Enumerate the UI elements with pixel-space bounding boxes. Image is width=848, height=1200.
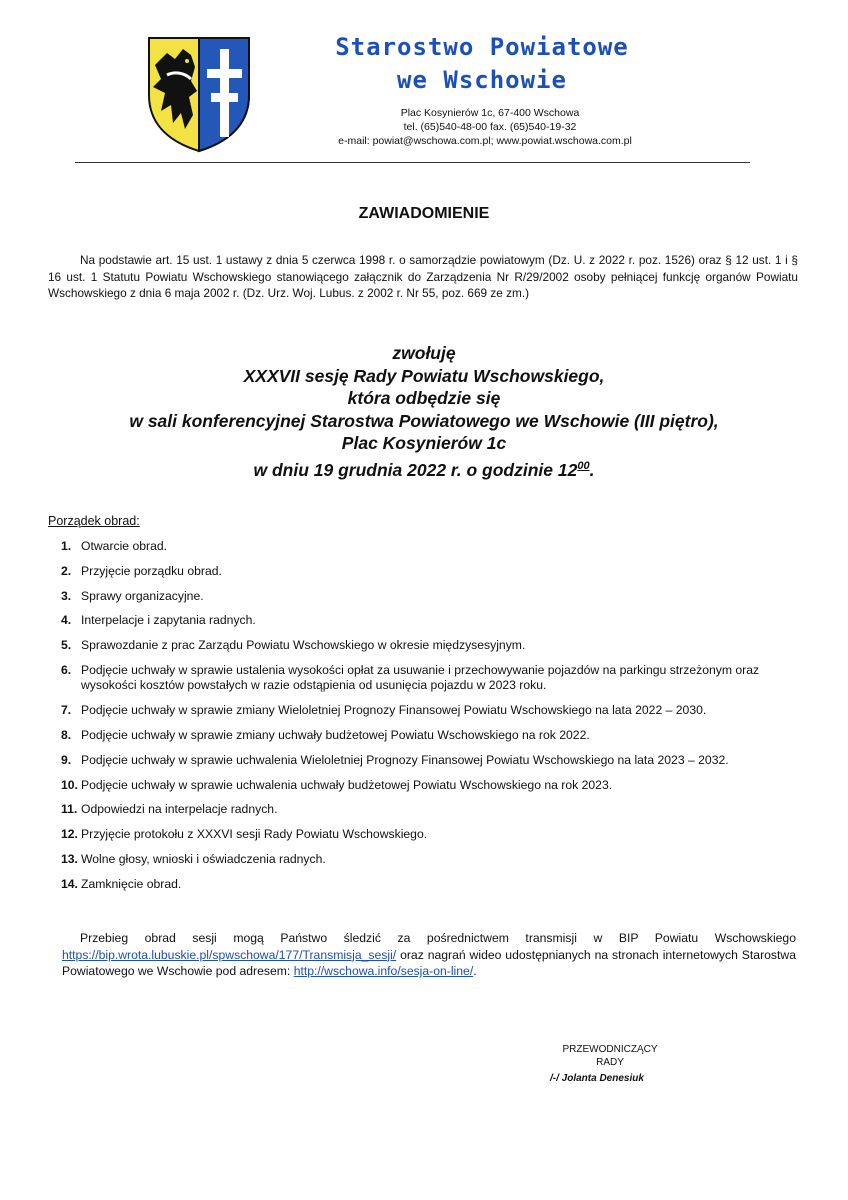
agenda-item-number: 4. [61,613,72,628]
agenda-item-text: Sprawozdanie z prac Zarządu Powiatu Wschowskiego w okresie międzysesyjnym. [81,638,526,653]
agenda-item-number: 12. [61,827,78,842]
agenda-item [61,564,811,580]
legal-basis-paragraph: Na podstawie art. 15 ust. 1 ustawy z dnia 5 czerwca 1998 r. o samorządzie powiatowym (Dz. U. z 2022 r. poz. 1526) oraz § 12 ust. 1 i § 16 ust. 1 Statutu Powiatu Wschowskiego stanowiącego załącznik do Zarządzenia Nr R/29/2002 osoby pełniącej funkcję organów Powiatu Wschowskiego z dnia 6 maja 2002 r. (Dz. Urz. Woj. Lubus. z 2002 r. Nr 55, poz. 669 ze zm.) [48,253,798,300]
agenda-item-text: Podjęcie uchwały w sprawie ustalenia wysokości opłat za usuwanie i przechowywanie pojazdów na parkingu strzeżonym oraz wysokości kosztów powstałych w razie odstąpienia od usunięcia pojazdu w 2023 roku. [81,662,760,693]
online-session-link[interactable]: http://wschowa.info/sesja-on-line/ [293,964,474,978]
agenda-item-number: 3. [61,588,72,603]
institution-address: Plac Kosynierów 1c, 67-400 Wschowa [400,107,580,119]
agenda-item-number: 2. [61,563,72,578]
agenda-item [61,753,811,769]
agenda-item-text: Przyjęcie porządku obrad. [81,563,222,578]
agenda-item-text: Zamknięcie obrad. [81,876,182,891]
agenda-item-text: Odpowiedzi na interpelacje radnych. [81,802,278,817]
agenda-item-text: Podjęcie uchwały w sprawie zmiany uchwały budżetowej Powiatu Wschowskiego na rok 2022. [81,728,590,743]
session-announcement [0,342,848,481]
agenda-heading: Porządek obrad: [48,514,140,528]
agenda-item [61,827,811,843]
convene-line-4: w sali konferencyjnej Starostwa Powiatowego we Wschowie (III piętro), [129,410,719,431]
closing-text-3: . [473,964,477,978]
agenda-item [61,852,811,868]
closing-text-2: oraz nagrań wideo udostępnianych na stronach internetowych Starostwa Powiatowego we Wschowie pod adresem: [62,947,796,978]
agenda-item-number: 9. [61,752,72,767]
institution-phone: tel. (65)540-48-00 fax. (65)540-19-32 [403,121,577,133]
institution-contact: e-mail: powiat@wschowa.com.pl; www.powiat.wschowa.com.pl [338,135,632,147]
signature-name: /-/ Jolanta Denesiuk [550,1073,644,1084]
agenda-item-number: 10. [61,777,78,792]
agenda-item-text: Podjęcie uchwały w sprawie zmiany Wieloletniej Prognozy Finansowej Powiatu Wschowskiego na lata 2022 – 2030. [81,703,707,718]
document-title: ZAWIADOMIENIE [358,205,490,222]
institution-name: Starostwo Powiatowe [335,33,629,61]
agenda-list [61,539,811,902]
agenda-item-text: Wolne głosy, wnioski i oświadczenia radnych. [81,852,326,867]
agenda-item [61,802,811,818]
agenda-item-text: Interpelacje i zapytania radnych. [81,613,256,628]
time-minutes: 00 [577,459,590,472]
agenda-item-text: Sprawy organizacyjne. [81,588,204,603]
agenda-item [61,663,811,694]
agenda-item-text: Przyjęcie protokołu z XXXVI sesji Rady Powiatu Wschowskiego. [81,827,428,842]
agenda-item-number: 14. [61,876,78,891]
closing-paragraph [62,930,796,980]
signature-role-line-2: RADY [596,1057,624,1068]
session-date-end: . [589,459,595,480]
signature-role [550,1043,670,1069]
agenda-item-text: Otwarcie obrad. [81,539,168,553]
agenda-item-number: 1. [61,539,72,553]
agenda-item-number: 6. [61,662,72,677]
agenda-item [61,728,811,744]
signature-role-line-1: PRZEWODNICZĄCY [562,1044,658,1055]
convene-line-6 [0,455,848,481]
agenda-item-number: 8. [61,728,72,743]
agenda-item [61,638,811,654]
header-divider [75,162,750,163]
agenda-item-number: 13. [61,852,78,867]
convene-line-3: która odbędzie się [347,388,501,408]
closing-text-1: Przebieg obrad sesji mogą Państwo śledzić za pośrednictwem transmisji w BIP Powiatu Wschowskiego [80,931,796,945]
bip-transmission-link[interactable]: https://bip.wrota.lubuskie.pl/spwschowa/177/Transmisja_sesji/ [62,947,397,962]
convene-line-1: zwołuję [392,343,456,363]
agenda-item-number: 11. [61,802,78,817]
coat-of-arms-logo [145,35,253,153]
agenda-item [61,778,811,794]
agenda-item [61,589,811,605]
agenda-item-text: Podjęcie uchwały w sprawie uchwalenia Wieloletniej Prognozy Finansowej Powiatu Wschowskiego na lata 2023 – 2032. [81,752,729,767]
agenda-item-number: 7. [61,703,72,718]
agenda-item [61,539,811,555]
convene-line-5: Plac Kosynierów 1c [341,433,507,453]
convene-line-2: XXXVII sesję Rady Powiatu Wschowskiego, [243,365,605,386]
institution-location: we Wschowie [397,66,567,94]
agenda-item [61,703,811,719]
session-date-time: w dniu 19 grudnia 2022 r. o godzinie 12 [253,459,578,480]
agenda-item-text: Podjęcie uchwały w sprawie uchwalenia uchwały budżetowej Powiatu Wschowskiego na rok 2023. [81,777,613,792]
agenda-item [61,613,811,629]
agenda-item-number: 5. [61,638,72,653]
agenda-item [61,877,811,893]
